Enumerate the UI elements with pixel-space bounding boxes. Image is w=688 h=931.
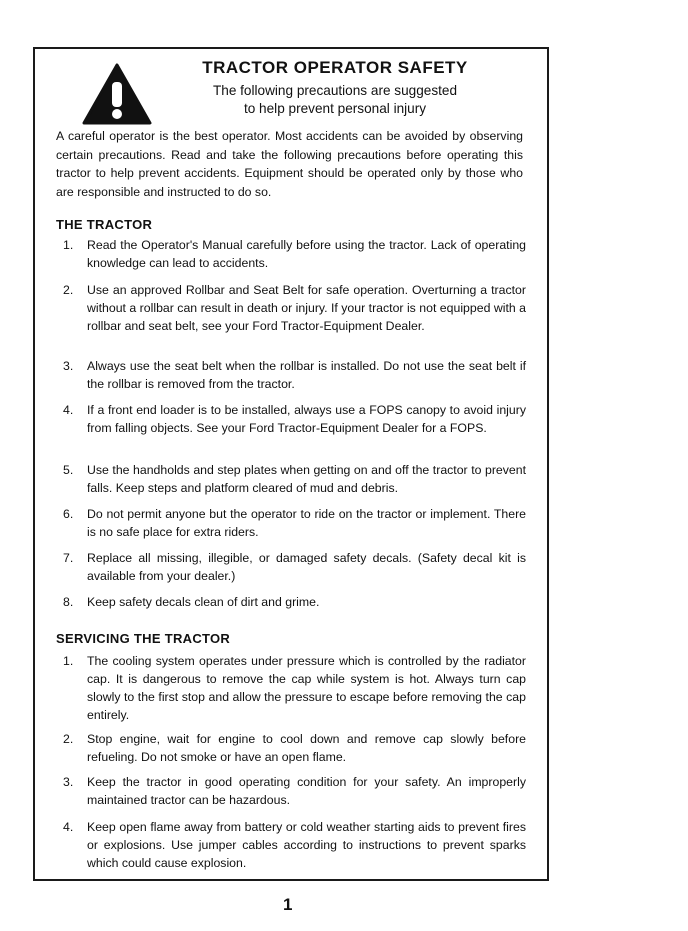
item-number: 6. xyxy=(63,507,74,521)
item-number: 2. xyxy=(63,283,74,297)
item-text: Keep the tractor in good operating condition for your safety. An improperly maintained tractor can be hazardous. xyxy=(87,775,526,807)
list-item xyxy=(63,236,526,272)
section-heading-servicing: SERVICING THE TRACTOR xyxy=(56,631,231,646)
item-text: Always use the seat belt when the rollbar is installed. Do not use the seat belt if the rollbar is removed from the tractor. xyxy=(87,359,526,391)
item-text: Read the Operator's Manual carefully before using the tractor. Lack of operating knowledge can lead to accidents. xyxy=(87,238,526,270)
list-item xyxy=(63,357,526,393)
item-number: 3. xyxy=(63,775,74,789)
warning-icon xyxy=(82,63,152,125)
list-item xyxy=(63,730,526,766)
item-number: 1. xyxy=(63,238,74,252)
item-text: Keep safety decals clean of dirt and grime. xyxy=(87,595,320,609)
item-text: Keep open flame away from battery or cold weather starting aids to prevent fires or explosions. Use jumper cables according to instructions to prevent sparks which could cause explosion. xyxy=(87,820,526,870)
list-item xyxy=(63,593,526,611)
page-title: TRACTOR OPERATOR SAFETY xyxy=(202,58,468,77)
item-number: 4. xyxy=(63,820,74,834)
list-item xyxy=(63,773,526,809)
list-item xyxy=(63,401,526,437)
item-text: Replace all missing, illegible, or damaged safety decals. (Safety decal kit is available from your dealer.) xyxy=(87,551,526,583)
item-text: Use the handholds and step plates when getting on and off the tractor to prevent falls. Keep steps and platform cleared of mud and debris. xyxy=(87,463,526,495)
list-item xyxy=(63,652,526,724)
item-number: 5. xyxy=(63,463,74,477)
item-text: Stop engine, wait for engine to cool down and remove cap slowly before refueling. Do not smoke or have an open flame. xyxy=(87,732,526,764)
subtitle-line-1: The following precautions are suggested xyxy=(212,83,458,98)
list-item xyxy=(63,549,526,585)
item-text: Do not permit anyone but the operator to ride on the tractor or implement. There is no safe place for extra riders. xyxy=(87,507,526,539)
item-number: 3. xyxy=(63,359,74,373)
list-item xyxy=(63,505,526,541)
list-item xyxy=(63,818,526,872)
subtitle-line-2: to help prevent personal injury xyxy=(243,101,427,116)
header xyxy=(160,58,510,118)
intro-paragraph: A careful operator is the best operator. Most accidents can be avoided by observing certain precautions. Read and take the following precautions before operating this tractor to help prevent accidents. Equipment should be operated only by those who are responsible and instructed to do so. xyxy=(56,129,523,199)
item-number: 4. xyxy=(63,403,74,417)
list-item xyxy=(63,281,526,335)
item-number: 2. xyxy=(63,732,74,746)
item-number: 7. xyxy=(63,551,74,565)
page-number: 1 xyxy=(283,895,293,914)
item-text: If a front end loader is to be installed, always use a FOPS canopy to avoid injury from falling objects. See your Ford Tractor-Equipment Dealer for a FOPS. xyxy=(87,403,526,435)
list-item xyxy=(63,461,526,497)
item-text: Use an approved Rollbar and Seat Belt for safe operation. Overturning a tractor without a rollbar can result in death or injury. If your tractor is not equipped with a rollbar and seat belt, see your Ford Tractor-Equipment Dealer. xyxy=(87,283,526,333)
section-heading-tractor: THE TRACTOR xyxy=(56,217,153,232)
item-number: 8. xyxy=(63,595,74,609)
item-number: 1. xyxy=(63,654,74,668)
item-text: The cooling system operates under pressure which is controlled by the radiator cap. It is dangerous to remove the cap while system is hot. Always turn cap slowly to the first stop and allow the pressure to escape before removing the cap entirely. xyxy=(87,654,526,722)
